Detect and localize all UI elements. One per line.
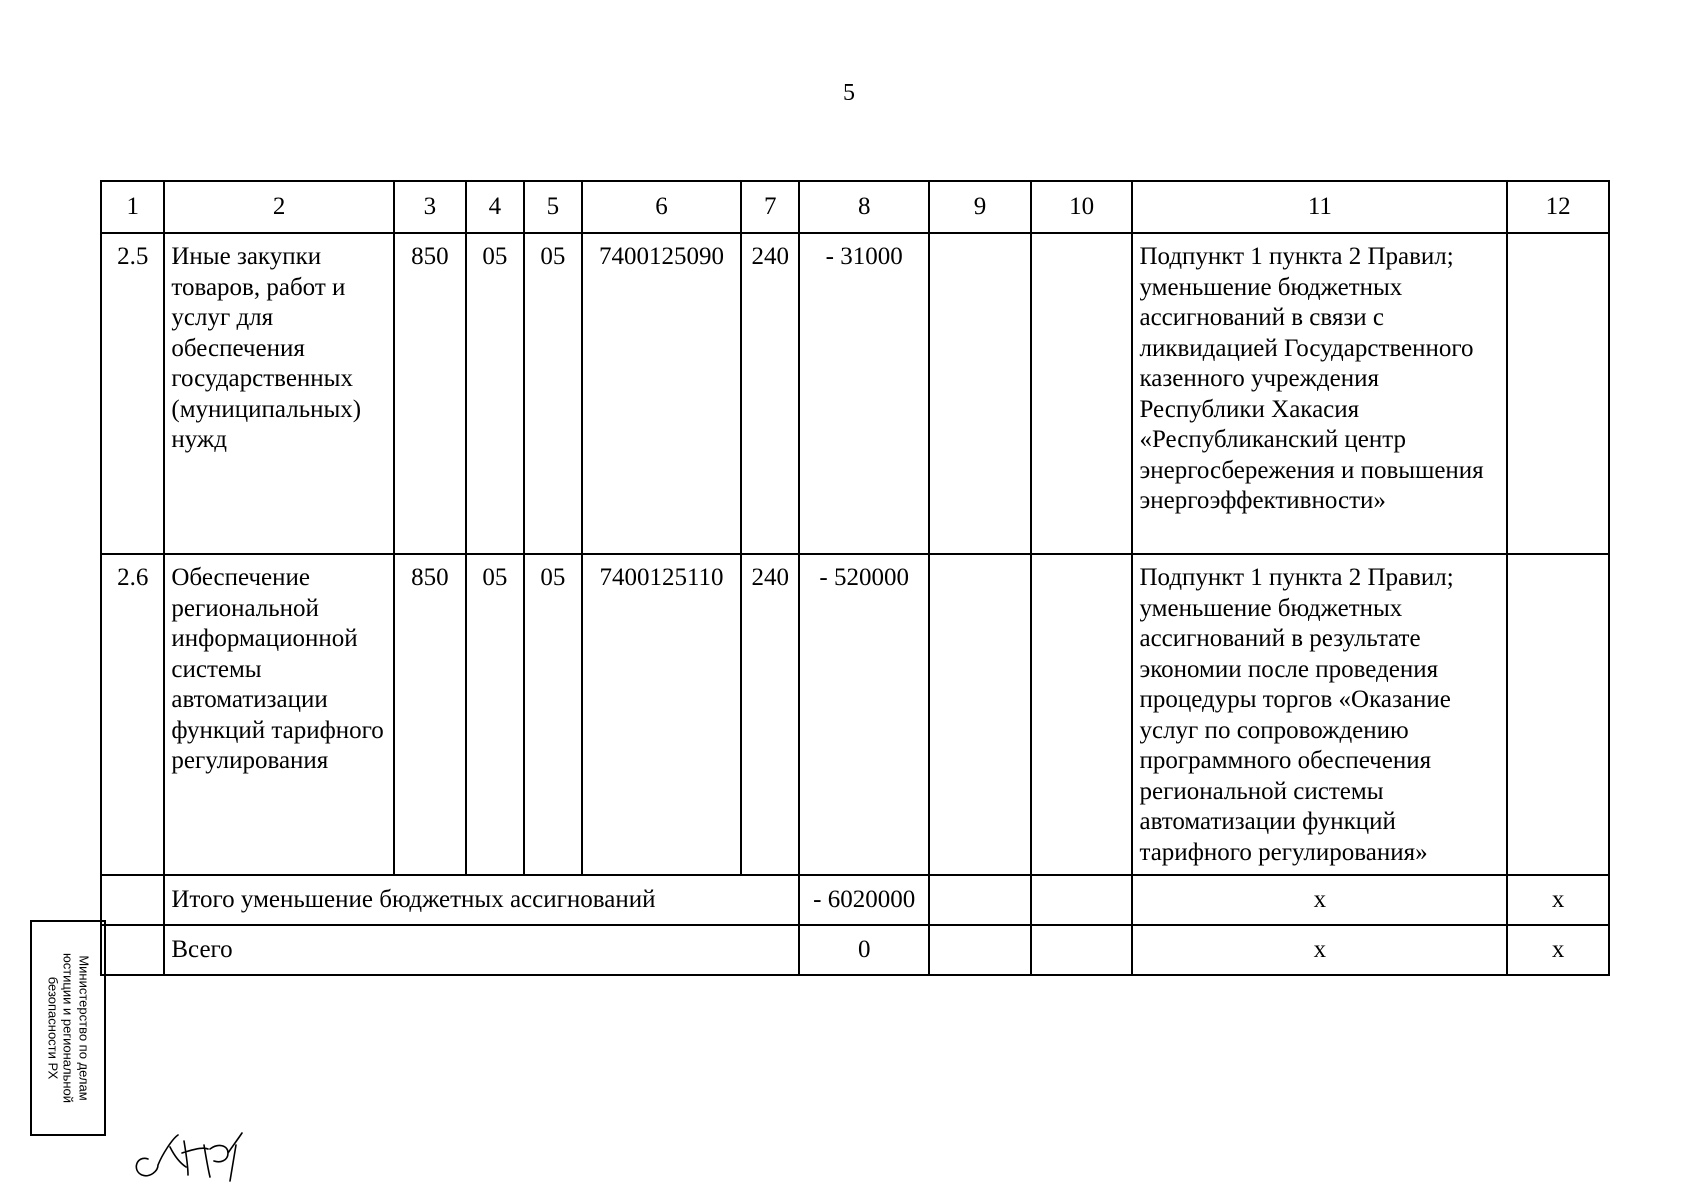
total-label: Итого уменьшение бюджетных ассигнований	[164, 875, 799, 925]
header-cell: 12	[1507, 181, 1609, 233]
empty-cell	[929, 233, 1031, 554]
ministry-stamp	[30, 920, 106, 1136]
grand-total-row	[101, 925, 1609, 975]
grand-total-label: Всего	[164, 925, 799, 975]
header-cell: 2	[164, 181, 393, 233]
empty-cell	[1031, 925, 1133, 975]
stamp-line: Министерство по делам	[76, 955, 92, 1101]
ministry-code: 850	[394, 554, 466, 875]
justification: Подпункт 1 пункта 2 Правил; уменьшение бюджетных ассигнований в связи с ликвидацией Государственного казенного учреждения Республики Хакасия «Республиканский центр энергосбережения и повышения энергоэффективности»	[1132, 233, 1507, 554]
grand-total-mark: x	[1507, 925, 1609, 975]
table-row	[101, 233, 1609, 554]
amount: - 520000	[799, 554, 929, 875]
header-cell: 9	[929, 181, 1031, 233]
empty-cell	[929, 925, 1031, 975]
header-cell: 4	[466, 181, 524, 233]
amount: - 31000	[799, 233, 929, 554]
stamp-line: безопасности РХ	[45, 976, 61, 1080]
stamp-line: юстиции и региональной	[60, 952, 76, 1104]
justification: Подпункт 1 пункта 2 Правил; уменьшение бюджетных ассигнований в результате экономии после проведения процедуры торгов «Оказание услуг по сопровождению программного обеспечения региональной системы автоматизации функций тарифного регулирования»	[1132, 554, 1507, 875]
section-code: 05	[466, 233, 524, 554]
header-cell: 6	[582, 181, 742, 233]
signature	[128, 1125, 258, 1185]
header-cell: 8	[799, 181, 929, 233]
empty-cell	[1507, 233, 1609, 554]
expense-type-code: 240	[741, 554, 799, 875]
total-row	[101, 875, 1609, 925]
page-number: 5	[843, 80, 855, 106]
empty-cell	[1031, 233, 1133, 554]
empty-cell	[929, 875, 1031, 925]
grand-total-amount: 0	[799, 925, 929, 975]
stamp-text	[45, 925, 92, 1131]
grand-total-mark: x	[1132, 925, 1507, 975]
table-header-row	[101, 181, 1609, 233]
expense-type-code: 240	[741, 233, 799, 554]
header-cell: 5	[524, 181, 582, 233]
total-mark: x	[1132, 875, 1507, 925]
header-cell: 3	[394, 181, 466, 233]
empty-cell	[101, 875, 164, 925]
empty-cell	[1031, 875, 1133, 925]
empty-cell	[101, 925, 164, 975]
header-cell: 7	[741, 181, 799, 233]
subsection-code: 05	[524, 554, 582, 875]
header-cell: 10	[1031, 181, 1133, 233]
empty-cell	[929, 554, 1031, 875]
empty-cell	[1031, 554, 1133, 875]
total-amount: - 6020000	[799, 875, 929, 925]
expense-name: Иные закупки товаров, работ и услуг для обеспечения государственных (муниципальных) нужд	[164, 233, 393, 554]
budget-table	[100, 180, 1610, 976]
header-cell: 1	[101, 181, 164, 233]
target-article-code: 7400125090	[582, 233, 742, 554]
header-cell: 11	[1132, 181, 1507, 233]
ministry-code: 850	[394, 233, 466, 554]
row-number: 2.6	[101, 554, 164, 875]
table-row	[101, 554, 1609, 875]
empty-cell	[1507, 554, 1609, 875]
section-code: 05	[466, 554, 524, 875]
total-mark: x	[1507, 875, 1609, 925]
target-article-code: 7400125110	[582, 554, 742, 875]
expense-name: Обеспечение региональной информационной системы автоматизации функций тарифного регулирования	[164, 554, 393, 875]
row-number: 2.5	[101, 233, 164, 554]
subsection-code: 05	[524, 233, 582, 554]
